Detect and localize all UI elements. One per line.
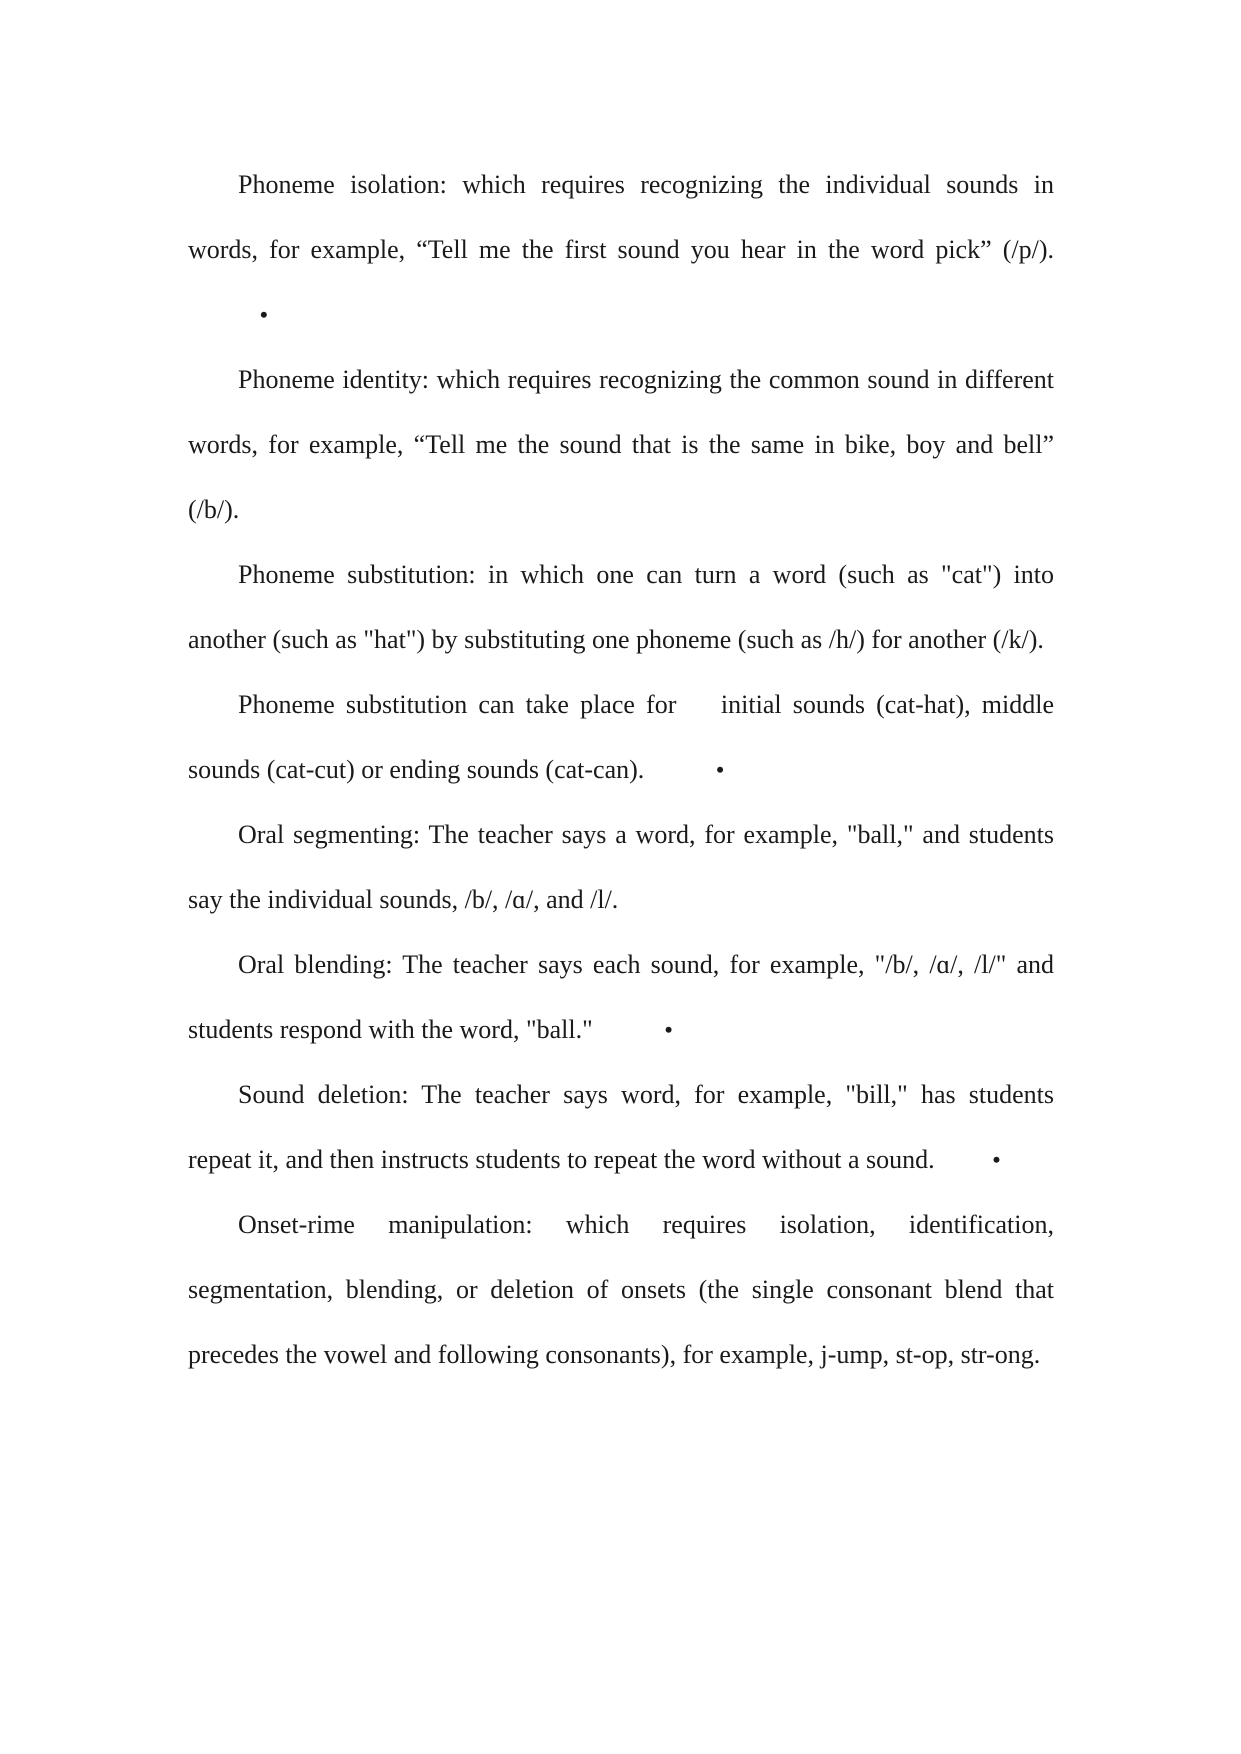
paragraph-text: Oral segmenting: The teacher says a word, for example, "ball," and students say the individual sounds, /b/, /ɑ/, and /l/. — [188, 820, 1054, 914]
paragraph-phoneme-identity — [188, 347, 1054, 542]
paragraph-text: Phoneme isolation: which requires recognizing the individual sounds in words, for example, “Tell me the first sound you hear in the word pick” (/p/). — [188, 170, 1054, 264]
paragraph-onset-rime — [188, 1192, 1054, 1387]
paragraph-sound-deletion — [188, 1062, 1054, 1192]
paragraph-text: Phoneme identity: which requires recognizing the common sound in different words, for example, “Tell me the sound that is the same in bike, boy and bell” (/b/). — [188, 365, 1054, 524]
paragraph-text: Onset-rime manipulation: which requires isolation, identification, segmentation, blending, or deletion of onsets (the single consonant blend that precedes the vowel and following consonants), for example, j-ump, st-op, str-ong. — [188, 1210, 1054, 1369]
paragraph-oral-segmenting — [188, 802, 1054, 932]
paragraph-text: Sound deletion: The teacher says word, for example, "bill," has students repeat it, and then instructs students to repeat the word without a sound. — [188, 1080, 1054, 1174]
paragraph-substitution-positions — [188, 672, 1061, 802]
paragraph-oral-blending — [188, 932, 1054, 1062]
bullet-icon: • — [664, 1017, 673, 1042]
paragraph-text: Oral blending: The teacher says each sound, for example, "/b/, /ɑ/, /l/" and students respond with the word, "ball." — [188, 950, 1054, 1044]
bullet-icon: • — [992, 1147, 1001, 1172]
paragraph-phoneme-isolation — [188, 152, 1054, 347]
document-body — [188, 152, 1061, 1387]
bullet-icon: • — [716, 757, 724, 782]
bullet-icon: • — [260, 302, 268, 327]
paragraph-text: Phoneme substitution can take place for initial sounds (cat-hat), middle sounds (cat-cut) or ending sounds (cat-can). — [188, 690, 1061, 784]
paragraph-text: Phoneme substitution: in which one can turn a word (such as "cat") into another (such as "hat") by substituting one phoneme (such as /h/) for another (/k/). — [188, 560, 1054, 654]
paragraph-phoneme-substitution — [188, 542, 1054, 672]
